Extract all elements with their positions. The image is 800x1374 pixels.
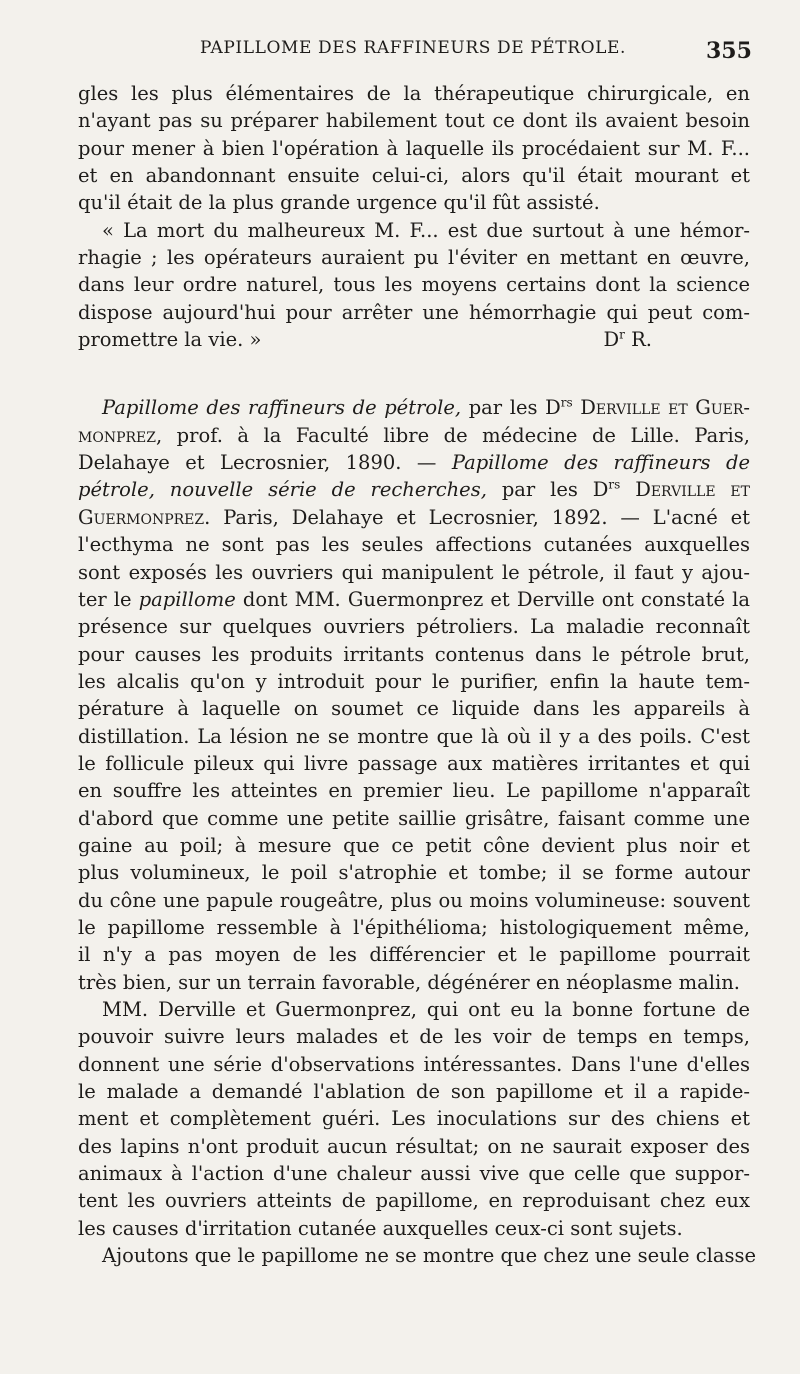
text-line: plus volumineux, le poil s'atrophie et tombe; il se forme autour [78, 861, 750, 885]
text-line: distillation. La lésion ne se montre que là où il y a des poils. C'est [78, 724, 750, 748]
text-line: il n'y a pas moyen de les différencier et le papillome pourrait [78, 943, 750, 967]
text-line: les alcalis qu'on y introduit pour le purifier, enfin la haute tem- [78, 669, 750, 693]
text-line: Delahaye et Lecrosnier, 1890. — Papillome des raffineurs de [78, 451, 750, 475]
text-line: donnent une série d'observations intéressantes. Dans l'une d'elles [78, 1052, 750, 1076]
text-line: dans leur ordre naturel, tous les moyens certains dont la science [78, 273, 750, 297]
body-text [78, 80, 757, 1269]
text-line: Guermonprez. Paris, Delahaye et Lecrosnier, 1892. — L'acné et [78, 505, 750, 529]
text-line: dispose aujourd'hui pour arrêter une hémorrhagie qui peut com- [78, 300, 750, 324]
text-line: le papillome ressemble à l'épithélioma; histologiquement même, [78, 915, 750, 939]
text-line: « La mort du malheureux M. F... est due surtout à une hémor- [102, 218, 750, 242]
text-line: le follicule pileux qui livre passage aux matières irritantes et qui [78, 751, 750, 775]
text-line: pérature à laquelle on soumet ce liquide dans les appareils à [78, 697, 750, 721]
section-gap [78, 353, 750, 394]
text-line: monprez, prof. à la Faculté libre de médecine de Lille. Paris, [78, 423, 750, 447]
page-number: 355 [706, 38, 752, 64]
text-line: les causes d'irritation cutanée auxquelles ceux-ci sont sujets. [78, 1216, 683, 1240]
text-line: Ajoutons que le papillome ne se montre que chez une seule classe [102, 1244, 757, 1268]
text-line: gles les plus élémentaires de la thérapeutique chirurgicale, en [78, 82, 750, 105]
text-line: rhagie ; les opérateurs auraient pu l'éviter en mettant en œuvre, [78, 246, 750, 270]
text-line: pour mener à bien l'opération à laquelle ils procédaient sur M. F... [78, 136, 750, 160]
page-header [0, 38, 800, 68]
text-line: présence sur quelques ouvriers pétroliers. La maladie reconnaît [78, 615, 750, 639]
text-line: tent les ouvriers atteints de papillome, en reproduisant chez eux [78, 1189, 750, 1213]
text-line: en souffre les atteintes en premier lieu. Le papillome n'apparaît [78, 779, 750, 803]
text-line: MM. Derville et Guermonprez, qui ont eu la bonne fortune de [102, 998, 750, 1021]
text-line: n'ayant pas su préparer habilement tout ce dont ils avaient besoin [78, 109, 750, 133]
text-line: gaine au poil; à mesure que ce petit cône devient plus noir et [78, 833, 750, 857]
text-line: le malade a demandé l'ablation de son papillome et il a rapide- [78, 1080, 750, 1104]
text-line: ter le papillome dont MM. Guermonprez et Derville ont constaté la [78, 587, 750, 611]
text-line: ment et complètement guéri. Les inoculations sur des chiens et [78, 1107, 750, 1131]
text-line: sont exposés les ouvriers qui manipulent le pétrole, il faut y ajou- [78, 560, 750, 584]
text-line: des lapins n'ont produit aucun résultat; on ne saurait exposer des [78, 1134, 750, 1158]
text-line: l'ecthyma ne sont pas les seules affections cutanées auxquelles [78, 533, 750, 557]
text-line: pétrole, nouvelle série de recherches, par les $D^{rs}$ Derville et [78, 477, 750, 502]
signature-line [78, 326, 750, 353]
text-line: Papillome des raffineurs de pétrole, par les $D^{rs}$ Derville et Guer- [102, 395, 751, 420]
text-line: animaux à l'action d'une chaleur aussi vive que celle que suppor- [78, 1162, 750, 1186]
text-line: pouvoir suivre leurs malades et de les voir de temps en temps, [78, 1025, 750, 1049]
text-line: pour causes les produits irritants contenus dans le pétrole brut, [78, 642, 750, 666]
text-line: d'abord que comme une petite saillie grisâtre, faisant comme une [78, 806, 750, 830]
text-line: promettre la vie. » [78, 328, 262, 352]
signature: $D^r$ R. [603, 327, 652, 352]
text-line: du cône une papule rougeâtre, plus ou moins volumineuse: souvent [78, 888, 750, 912]
running-title: PAPILLOME DES RAFFINEURS DE PÉTROLE. [200, 38, 627, 58]
text-line: et en abandonnant ensuite celui-ci, alors qu'il était mourant et [78, 164, 750, 188]
text-line: qu'il était de la plus grande urgence qu'il fût assisté. [78, 191, 600, 215]
text-line: très bien, sur un terrain favorable, dégénérer en néoplasme malin. [78, 970, 740, 994]
